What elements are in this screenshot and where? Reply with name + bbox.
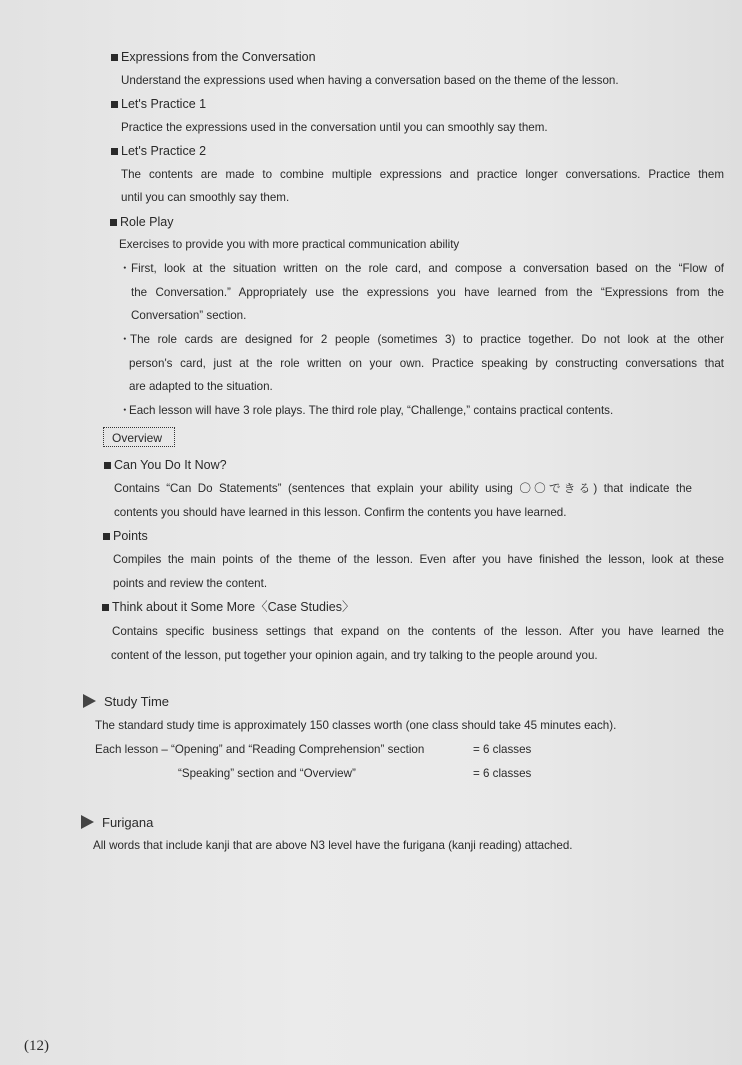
furigana-text: All words that include kanji that are above N3 level have the furigana (kanji reading) attached. — [93, 839, 573, 852]
play-triangle-icon — [83, 694, 96, 708]
points-text-line: points and review the content. — [113, 577, 268, 590]
roleplay-intro: Exercises to provide you with more practical communication ability — [119, 238, 460, 251]
roleplay-bullet1-line: the Conversation.” Appropriately use the expressions you have learned from the “Expressions from the — [131, 286, 724, 299]
cando-text-line: contents you should have learned in this lesson. Confirm the contents you have learned. — [114, 506, 567, 519]
points-heading: Points — [103, 528, 148, 544]
roleplay-bullet2-line: are adapted to the situation. — [129, 380, 273, 393]
bullet-mark: ・ — [119, 262, 131, 275]
cando-text-line: Contains “Can Do Statements” (sentences that explain your ability using 〇〇できる) that indicate the — [114, 482, 692, 495]
roleplay-bullet1-line: First, look at the situation written on the role card, and compose a conversation based on the “Flow of — [131, 262, 724, 275]
study-time-row1-value: = 6 classes — [473, 743, 532, 756]
study-time-line: The standard study time is approximately 150 classes worth (one class should take 45 minutes each). — [95, 719, 617, 732]
cando-heading: Can You Do It Now? — [104, 457, 227, 473]
square-bullet-icon — [104, 462, 111, 469]
square-bullet-icon — [111, 148, 118, 155]
study-time-row1-label: Each lesson – “Opening” and “Reading Comprehension” section — [95, 743, 425, 756]
square-bullet-icon — [111, 54, 118, 61]
square-bullet-icon — [110, 219, 117, 226]
expressions-text: Understand the expressions used when having a conversation based on the theme of the lesson. — [121, 74, 619, 87]
practice2-heading: Let's Practice 2 — [111, 143, 206, 159]
square-bullet-icon — [111, 101, 118, 108]
page-number: (12) — [24, 1038, 49, 1054]
bullet-mark: ・ — [119, 404, 131, 417]
practice2-text-line: until you can smoothly say them. — [121, 191, 290, 204]
square-bullet-icon — [103, 533, 110, 540]
roleplay-bullet2-line: The role cards are designed for 2 people (sometimes 3) to practice together. Do not look at the other — [130, 333, 724, 346]
study-time-row2-value: = 6 classes — [473, 767, 532, 780]
think-text-line: content of the lesson, put together your opinion again, and try talking to the people around you. — [111, 649, 598, 662]
overview-label-box: Overview — [103, 427, 175, 447]
roleplay-bullet1-line: Conversation” section. — [131, 309, 247, 322]
expressions-heading: Expressions from the Conversation — [111, 49, 316, 65]
bullet-mark: ・ — [119, 333, 131, 346]
practice1-text: Practice the expressions used in the conversation until you can smoothly say them. — [121, 121, 548, 134]
square-bullet-icon — [102, 604, 109, 611]
roleplay-bullet3: Each lesson will have 3 role plays. The third role play, “Challenge,” contains practical contents. — [129, 404, 614, 417]
roleplay-heading: Role Play — [110, 214, 174, 230]
points-text-line: Compiles the main points of the theme of the lesson. Even after you have finished the lesson, look at these — [113, 553, 724, 566]
think-text-line: Contains specific business settings that expand on the contents of the lesson. After you have learned the — [112, 625, 724, 638]
practice1-heading: Let's Practice 1 — [111, 96, 206, 112]
practice2-text-line: The contents are made to combine multiple expressions and practice longer conversations. Practice them — [121, 168, 724, 181]
study-time-title: Study Time — [83, 694, 169, 710]
furigana-title: Furigana — [81, 815, 153, 831]
roleplay-bullet2-line: person's card, just at the role written on your own. Practice speaking by constructing conversations that — [129, 357, 724, 370]
study-time-row2-label: “Speaking” section and “Overview” — [178, 767, 356, 780]
play-triangle-icon — [81, 815, 94, 829]
think-heading: Think about it Some More〈Case Studies〉 — [102, 599, 354, 615]
